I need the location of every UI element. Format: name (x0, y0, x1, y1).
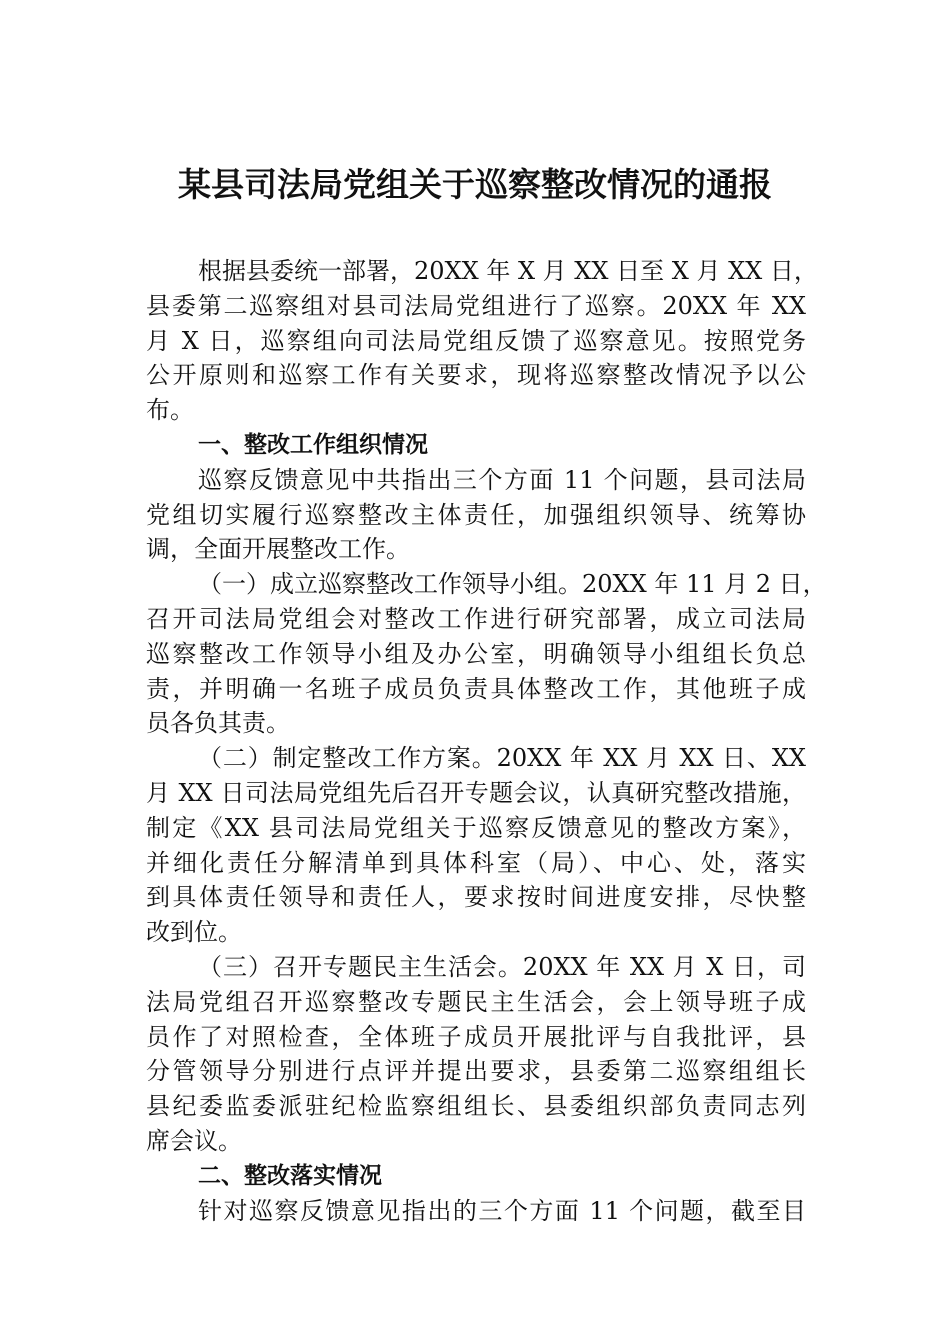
text-line: 员作了对照检查，全体班子成员开展批评与自我批评，县 (146, 1022, 806, 1051)
text-line: 分管领导分别进行点评并提出要求，县委第二巡察组组长 (146, 1057, 806, 1086)
text-line: 召开司法局党组会对整改工作进行研究部署，成立司法局 (146, 604, 806, 633)
text-line: （三）召开专题民主生活会。20XX 年 XX 月 X 日，司 (198, 952, 806, 981)
text-line: （一）成立巡察整改工作领导小组。20XX 年 11 月 2 日， (198, 570, 827, 599)
paragraph (146, 463, 806, 567)
text-line: 二、整改落实情况 (198, 1162, 382, 1189)
text-line: 县纪委监委派驻纪检监察组组长、县委组织部负责同志列 (146, 1092, 806, 1121)
text-line: 制定《XX 县司法局党组关于巡察反馈意见的整改方案》， (146, 813, 806, 842)
text-line: （二）制定整改工作方案。20XX 年 XX 月 XX 日、XX (198, 744, 806, 773)
text-line: 公开原则和巡察工作有关要求，现将巡察整改情况予以公 (146, 361, 806, 390)
text-line: 党组切实履行巡察整改主体责任，加强组织领导、统筹协 (146, 500, 806, 529)
paragraph (146, 1194, 806, 1229)
text-line: 一、整改工作组织情况 (198, 431, 428, 458)
text-line: 责，并明确一名班子成员负责具体整改工作，其他班子成 (146, 674, 806, 703)
text-line: 席会议。 (146, 1126, 242, 1155)
text-line: 改到位。 (146, 918, 242, 947)
text-line: 巡察整改工作领导小组及办公室，明确领导小组组长负总 (146, 639, 806, 668)
text-line: 法局党组召开巡察整改专题民主生活会，会上领导班子成 (146, 987, 806, 1016)
section-heading (146, 428, 806, 463)
text-line: 巡察反馈意见中共指出三个方面 11 个问题，县司法局 (198, 465, 806, 494)
text-line: 并细化责任分解清单到具体科室（局）、中心、处，落实 (146, 848, 806, 877)
text-line: 员各负其责。 (146, 709, 290, 738)
text-line: 到具体责任领导和责任人，要求按时间进度安排，尽快整 (146, 883, 806, 912)
text-line: 根据县委统一部署，20XX 年 X 月 XX 日至 X 月 XX 日， (198, 257, 818, 285)
text-line: 调，全面开展整改工作。 (146, 535, 410, 564)
text-line: 针对巡察反馈意见指出的三个方面 11 个问题，截至目 (198, 1196, 806, 1225)
text-line: 月 X 日，巡察组向司法局党组反馈了巡察意见。按照党务 (146, 326, 806, 355)
section-heading (146, 1159, 806, 1194)
paragraph (146, 741, 806, 950)
text-line: 月 XX 日司法局党组先后召开专题会议，认真研究整改措施， (146, 778, 806, 807)
document-body (146, 254, 827, 1228)
paragraph (146, 567, 827, 741)
document-title: 某县司法局党组关于巡察整改情况的通报 (178, 165, 772, 204)
paragraph (146, 254, 818, 428)
paragraph (146, 950, 806, 1159)
text-line: 县委第二巡察组对县司法局党组进行了巡察。20XX 年 XX (146, 291, 806, 320)
text-line: 布。 (146, 396, 194, 425)
